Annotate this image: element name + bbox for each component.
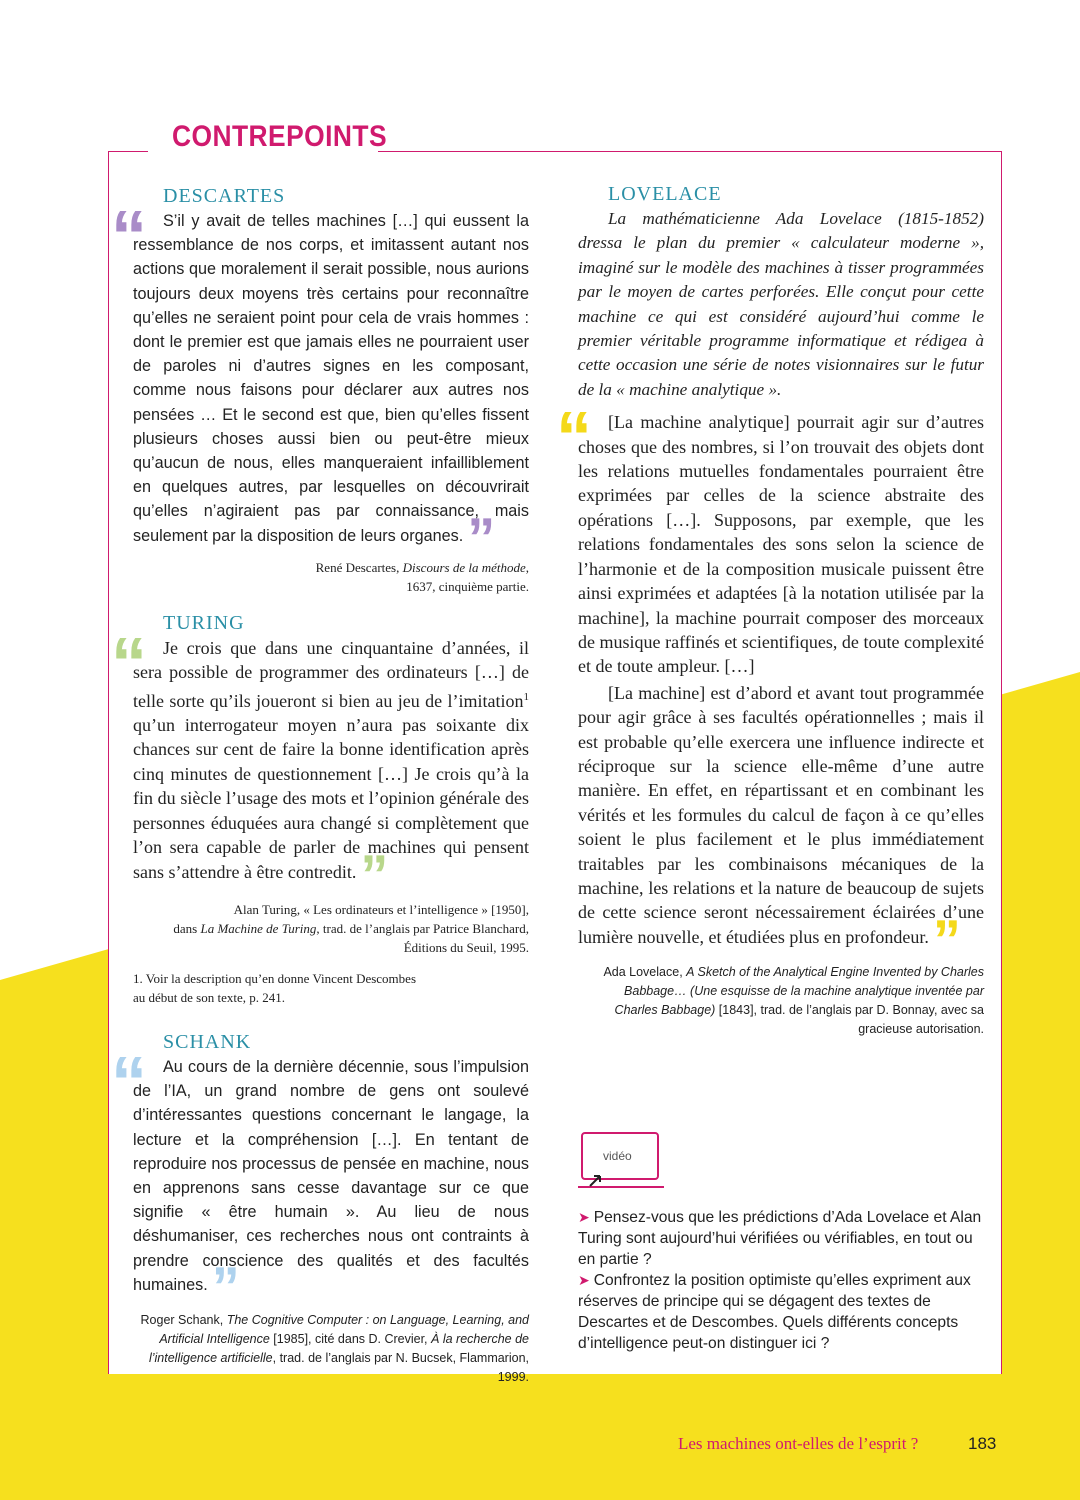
author-descartes: DESCARTES: [163, 185, 286, 207]
schank-source: [133, 1311, 529, 1387]
section-title: CONTREPOINTS: [172, 120, 388, 153]
turing-quote: [111, 623, 529, 906]
open-quote-icon: “: [111, 1042, 147, 1123]
descartes-source-title: Discours de la méthode: [402, 559, 526, 575]
arrow-right-icon: ➤: [578, 1272, 590, 1288]
close-quote-icon: ”: [932, 907, 961, 971]
question-text: Confrontez la position optimiste qu’elles expriment aux réserves de principe qui se dégagent des textes de Descartes et de Descombes. Quels différents concepts d’intelligence peut-on distinguer ici ?: [578, 1272, 971, 1352]
schank-source-title2: À la recherche de l’intelligence artificielle: [148, 1331, 529, 1365]
frame-top-rule-left: [108, 151, 148, 152]
footnote-mark: 1: [523, 690, 529, 703]
open-quote-icon: “: [111, 197, 147, 277]
descartes-source-line2: 1637, cinquième partie.: [406, 578, 529, 594]
schank-source-b: [1985], cité dans D. Crevier,: [269, 1331, 432, 1346]
close-quote-icon: ”: [211, 1254, 240, 1318]
right-column: [556, 181, 984, 1039]
question-item: [578, 1207, 988, 1270]
lovelace-quote-p2: [578, 681, 984, 971]
turing-block: [111, 610, 529, 1007]
turing-footnote: [133, 969, 529, 1007]
lovelace-source-title: A Sketch of the Analytical Engine Invented by Charles Babbage… (Une esquisse de la machine analytique inventée par Charles Babbage): [614, 965, 984, 1018]
close-quote-icon: ”: [360, 842, 389, 906]
lovelace-quote: [556, 398, 984, 971]
question-text: Pensez-vous que les prédictions d’Ada Lovelace et Alan Turing sont aujourd’hui vérifiées ou vérifiables, en tout ou en partie ?: [578, 1209, 982, 1268]
footnote-line1: 1. Voir la description qu’en donne Vincent Descombes: [133, 970, 416, 986]
page-number: 183: [968, 1434, 997, 1453]
descartes-source-rest: ,: [525, 559, 529, 575]
footnote-line2: au début de son texte, p. 241.: [133, 989, 285, 1005]
open-quote-icon: “: [556, 398, 592, 479]
arrow-right-icon: ➤: [578, 1209, 590, 1225]
turing-quote-b: qu’un interrogateur moyen n’aura pas soixante dix chances sur cent de faire la bonne identification après cinq minutes de questionnement […] Je crois qu’à la fin du siècle l’usage des mots et l’opinion générale des personnes éduquées aura changé si complètement que l’on sera capable de parler de machines qui pensent sans s’attendre à être contredit.: [133, 715, 529, 882]
video-label: vidéo: [603, 1149, 632, 1163]
cursor-arrow-icon: [588, 1170, 604, 1188]
turing-source-line2-b: , trad. de l’anglais par Patrice Blanchard,: [316, 920, 529, 936]
lovelace-source-b: [1843], trad. de l’anglais par D. Bonnay, avec sa gracieuse autorisation.: [715, 1003, 984, 1037]
frame-top-rule-right: [378, 151, 1002, 152]
lovelace-intro: La mathématicienne Ada Lovelace (1815-1852) dressa le plan du premier « calculateur moderne », imaginé sur le modèle des machines à tisser programmées par le moyen de cartes perforées. Elle conçut pour cette machine ce qui est considéré aujourd’hui comme le premier véritable programme informatique et rédigea à cette occasion une série de notes visionnaires sur le futur de la « machine analytique ».: [578, 209, 984, 399]
descartes-source-author: René Descartes,: [315, 559, 403, 575]
turing-source-title: La Machine de Turing: [200, 920, 317, 936]
schank-block: [111, 1029, 529, 1387]
close-quote-icon: ”: [467, 505, 496, 569]
lovelace-source: [578, 963, 984, 1039]
turing-source-line3: Éditions du Seuil, 1995.: [403, 939, 529, 955]
lovelace-quote-p1: [La machine analytique] pourrait agir sur d’autres choses que des nombres, si l’on trouvait des objets dont les relations mutuelles fondamentales pourraient être exprimées par celles de la science abstraite des opérations […]. Supposons, par exemple, que les relations fondamentales des sons selon la science de l’harmonie et de la composition musicale puissent être ainsi exprimées et adaptées [à la notation utilisée par la machine], la machine pourrait composer des morceaux de musique raffinés et scientifiques, de toute complexité et de toute ampleur. […]: [578, 412, 984, 677]
turing-source: [133, 900, 529, 957]
schank-source-title: The Cognitive Computer : on Language, Learning, and Artificial Intelligence: [159, 1312, 529, 1346]
running-title: Les machines ont-elles de l’esprit ?: [678, 1434, 919, 1453]
turing-quote-a: Je crois que dans une cinquantaine d’années, il sera possible de programmer des ordinateurs […] de telle sorte qu’ils joueront si bien au jeu de l’imitation: [133, 637, 529, 711]
schank-source-c: , trad. de l’anglais par N. Bucsek, Flammarion, 1999.: [272, 1350, 529, 1384]
author-schank: SCHANK: [163, 1030, 252, 1053]
author-turing: TURING: [163, 611, 245, 634]
turing-source-line1: Alan Turing, « Les ordinateurs et l’intelligence » [1950],: [233, 901, 529, 917]
descartes-quote-text: S’il y avait de telles machines […] qui eussent la ressemblance de nos corps, et imitassent autant nos actions que moralement il serait possible, nous aurions toujours deux moyens très certains pour reconnaître qu’elles ne seraient point pour cela de vrais hommes : dont le premier est que jamais elles ne pourraient user de paroles ni d’autres signes en les composant, comme nous faisons pour déclarer aux autres nos pensées … Et le second est que, bien qu’elles fissent plusieurs choses aussi bien ou peut-être mieux qu’aucun de nous, elles manqueraient infailliblement en quelques autres, par lesquelles on découvrirait qu’elles n’agiraient pas par connaissance, mais seulement par la disposition de leurs organes.: [133, 212, 529, 545]
descartes-block: [111, 183, 529, 596]
schank-quote-text: Au cours de la dernière décennie, sous l’impulsion de l’IA, un grand nombre de gens ont soulevé d’intéressantes questions concernant le langage, la lecture et la compréhension […]. En tentant de reproduire nos processus de pensée en machine, nous en apprenons sans cesse davantage sur ce que signifie « être humain ». Au lieu de nous déshumaniser, ces recherches nous ont contraints à prendre conscience des qualités et des facultés humaines.: [133, 1057, 529, 1294]
author-lovelace: LOVELACE: [608, 183, 722, 205]
open-quote-icon: “: [111, 623, 147, 704]
left-column: [111, 183, 529, 1387]
lovelace-source-a: Ada Lovelace,: [603, 965, 687, 980]
schank-source-a: Roger Schank,: [140, 1312, 227, 1327]
question-item: [578, 1270, 988, 1354]
schank-quote: [111, 1042, 529, 1318]
turing-source-line2-a: dans: [173, 920, 201, 936]
lovelace-quote-p2-text: [La machine] est d’abord et avant tout programmée pour agir grâce à ses facultés opérationnelles ; mais il est probable qu’elle exercera une influence indirecte et réciproque sur la science elle-même d’une autre manière. En effet, en répartissant et en combinant les vérités et les formules du calcul de façon à ce qu’elles soient le plus facilement et le plus immédiatement traitables par les combinaisons mécaniques de la machine, les relations et la nature de beaucoup de sujets de cette science seront nécessairement éclairées d’une lumière nouvelle, et étudiées plus en profondeur.: [578, 682, 984, 947]
questions: [578, 1207, 988, 1354]
